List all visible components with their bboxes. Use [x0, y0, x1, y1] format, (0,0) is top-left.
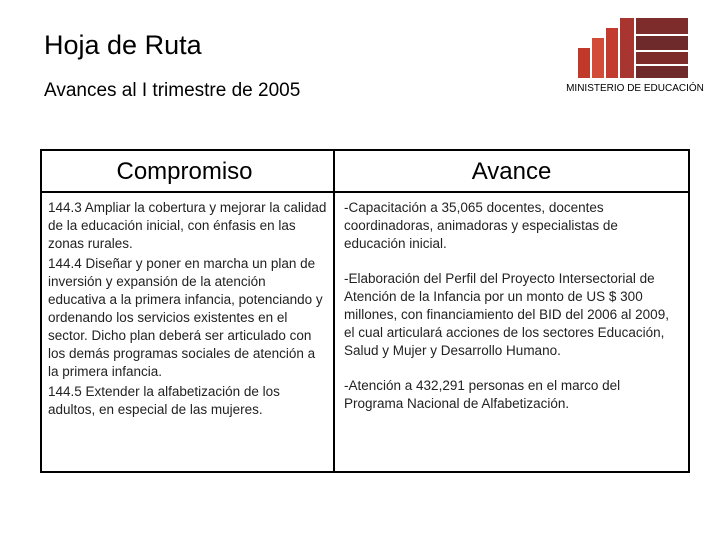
compromiso-cell	[42, 193, 333, 419]
page-subtitle: Avances al I trimestre de 2005	[44, 80, 301, 101]
compromiso-avance-table	[40, 149, 690, 473]
avance-item: -Capacitación a 35,065 docentes, docentes coordinadoras, animadoras y especialistas de educación inicial.	[344, 200, 618, 251]
logo-bar-3	[606, 28, 618, 78]
compromiso-item: 144.4 Diseñar y poner en marcha un plan de inversión y expansión de la atención educativa a la primera infancia, potenciando y ordenando los servicios existentes en el sector. Dicho plan deberá ser articulado con los demás programas sociales de atención a la primera infancia.	[48, 256, 323, 379]
compromiso-item: 144.3 Ampliar la cobertura y mejorar la calidad de la educación inicial, con énfasis en las zonas rurales.	[48, 200, 327, 251]
logo-bar-1	[578, 48, 590, 78]
page-title: Hoja de Ruta	[44, 30, 202, 60]
ministry-logo-icon	[578, 14, 690, 78]
logo-block-4	[636, 66, 688, 78]
avance-item: -Atención a 432,291 personas en el marco del Programa Nacional de Alfabetización.	[344, 378, 621, 411]
logo-bar-2	[592, 38, 604, 78]
avance-header: Avance	[335, 151, 688, 193]
avance-column	[335, 151, 688, 471]
compromiso-item: 144.5 Extender la alfabetización de los adultos, en especial de las mujeres.	[48, 384, 280, 417]
logo-bar-4	[620, 18, 634, 78]
compromiso-column	[42, 151, 335, 471]
logo-block-3	[636, 52, 688, 64]
ministry-label: MINISTERIO DE EDUCACIÓN	[566, 83, 704, 94]
avance-item: -Elaboración del Perfil del Proyecto Intersectorial de Atención de la Infancia por un monto de US $ 300 millones, con financiamiento del BID del 2006 al 2009, el cual articulará acciones de los sectores Educación, Salud y Mujer y Desarrollo Humano.	[344, 271, 669, 358]
ministry-logo	[560, 8, 710, 108]
compromiso-header: Compromiso	[42, 151, 333, 193]
logo-block-1	[636, 18, 688, 34]
logo-block-2	[636, 36, 688, 50]
avance-cell	[335, 193, 688, 413]
